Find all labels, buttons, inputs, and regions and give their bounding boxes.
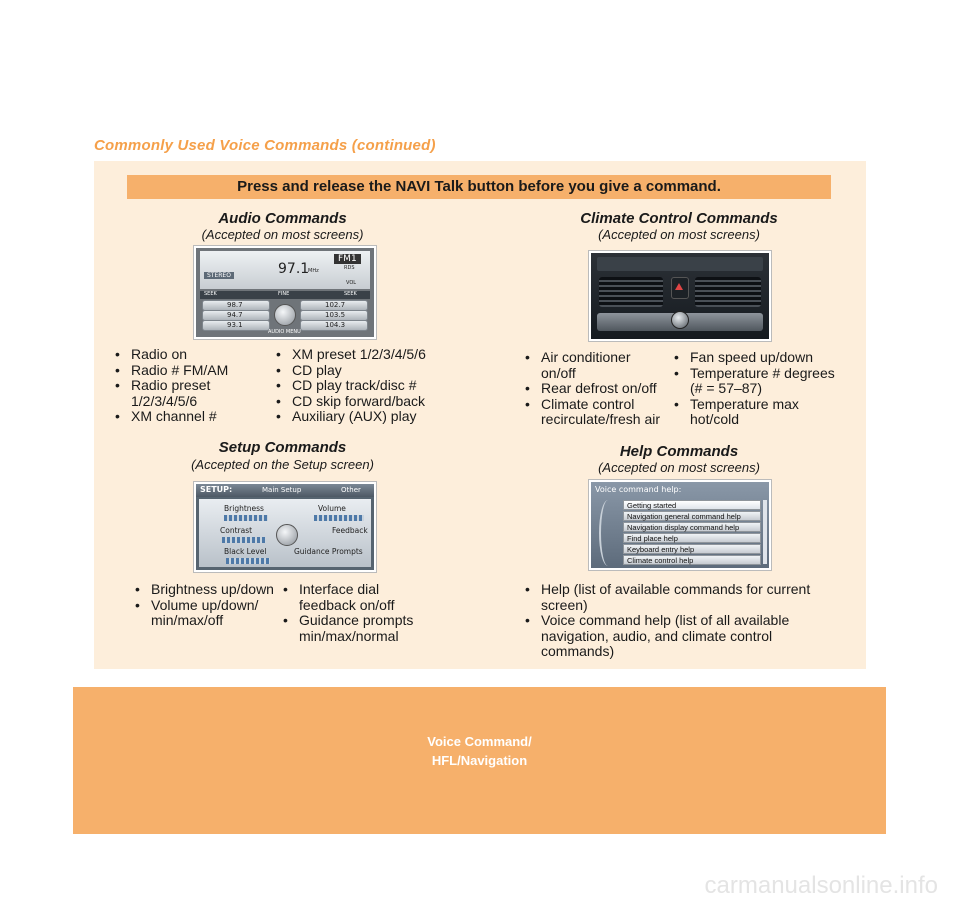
list-item: • XM preset 1/2/3/4/5/6 [276,347,456,363]
help-commands-list [525,582,825,660]
black-level-item[interactable]: Black Level [224,547,267,556]
audio-screen-image [194,246,376,339]
volume-item[interactable]: Volume [318,504,346,513]
help-menu-item[interactable]: Climate control help [623,555,761,565]
list-item: • Rear defrost on/off [525,381,675,397]
hazard-icon [675,283,683,290]
footer-line-1: Voice Command/ [427,734,532,749]
setup-subtitle: (Accepted on the Setup screen) [191,457,374,472]
page-heading: Commonly Used Voice Commands (continued) [94,137,436,154]
climate-panel-image [589,251,771,341]
help-menu-item[interactable]: Find place help [623,533,761,543]
station-freq: 97.1 [278,261,310,277]
tab-other[interactable]: Other [341,486,361,494]
audio-subtitle: (Accepted on most screens) [201,227,364,242]
list-item: • Climate control recirculate/fresh air [525,397,671,428]
list-item: • Help (list of available commands for current screen) [525,582,825,613]
preset-right-2[interactable]: 103.5 [325,311,346,319]
contrast-item[interactable]: Contrast [220,526,253,535]
list-item: • Radio # FM/AM [115,363,265,379]
list-item: • CD play track/disc # [276,378,456,394]
interface-dial-icon [274,304,296,326]
help-menu-item[interactable]: Getting started [623,500,761,510]
help-menu-item[interactable]: Navigation general command help [623,511,761,521]
list-item: • Brightness up/down [135,582,285,598]
climate-commands-list-1 [525,350,675,428]
audio-commands-list-1 [115,347,265,425]
preset-left-3[interactable]: 93.1 [227,321,243,329]
list-item: • Air conditioner on/off [525,350,651,381]
list-item: • Radio on [115,347,265,363]
footer-line-2: HFL/Navigation [431,753,528,768]
climate-dial-icon [671,311,689,329]
watermark: carmanualsonline.info [704,872,938,899]
setup-commands-list-1 [135,582,285,629]
section-footer-band [73,687,886,834]
climate-title: Climate Control Commands [580,210,778,227]
preset-right-3[interactable]: 104.3 [325,321,346,329]
list-item: • Volume up/down/ min/max/off [135,598,271,629]
preset-right-1[interactable]: 102.7 [325,301,346,309]
audio-title: Audio Commands [218,210,347,227]
list-item: • CD skip forward/back [276,394,456,410]
list-item: • Interface dial feedback on/off [283,582,409,613]
list-item: • Temperature # degrees (# = 57–87) [674,366,840,397]
setup-title: Setup Commands [218,439,347,456]
band-badge: FM1 [334,254,361,264]
preset-left-1[interactable]: 98.7 [227,301,243,309]
fine-button[interactable]: FINE [278,291,290,297]
tab-main-setup[interactable]: Main Setup [262,486,302,494]
list-item: • Radio preset 1/2/3/4/5/6 [115,378,229,409]
scrollbar[interactable] [763,500,767,564]
mhz-label: MHz [308,268,319,274]
climate-subtitle: (Accepted on most screens) [598,227,760,242]
guidance-prompts-item[interactable]: Guidance Prompts [294,547,363,556]
climate-commands-list-2 [674,350,834,428]
help-subtitle: (Accepted on most screens) [598,460,760,475]
help-menu-item[interactable]: Keyboard entry help [623,544,761,554]
rds-label: RDS [344,265,355,271]
list-item: • Temperature max hot/cold [674,397,820,428]
feedback-item[interactable]: Feedback [332,526,368,535]
setup-dial-icon [276,524,298,546]
preset-left-2[interactable]: 94.7 [227,311,243,319]
seek-right-button[interactable]: SEEK [344,291,357,297]
audio-commands-list-2 [276,347,456,425]
brightness-item[interactable]: Brightness [224,504,264,513]
setup-commands-list-2 [283,582,433,644]
help-title: Help Commands [619,443,739,460]
list-item: • CD play [276,363,456,379]
help-screen-header: Voice command help: [595,485,682,494]
list-item: • Auxiliary (AUX) play [276,409,456,425]
help-menu-item[interactable]: Navigation display command help [623,522,761,532]
setup-screen-image [194,482,376,572]
list-item: • Fan speed up/down [674,350,834,366]
stereo-label: STEREO [204,272,234,279]
seek-left-button[interactable]: SEEK [204,291,217,297]
vol-label: VOL [346,280,357,286]
list-item: • XM channel # [115,409,265,425]
setup-header: SETUP: [200,485,233,494]
list-item: • Guidance prompts min/max/normal [283,613,434,644]
help-screen-image [589,480,771,570]
audio-menu-button[interactable]: AUDIO MENU [268,329,301,335]
list-item: • Voice command help (list of all available navigation, audio, and climate control commands) [525,613,801,660]
instruction-banner: Press and release the NAVI Talk button before you give a command. [127,175,831,199]
